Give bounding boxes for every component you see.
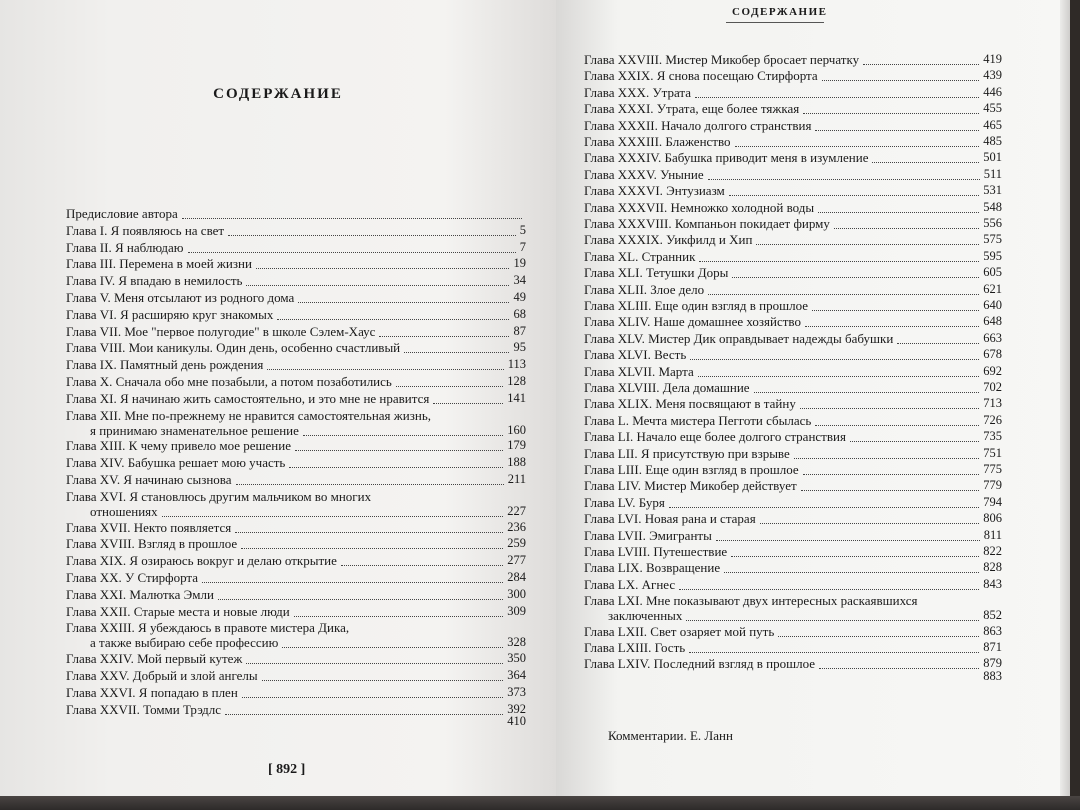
toc-entry-title: Глава XLII. Злое дело <box>584 281 705 297</box>
dot-leader <box>716 540 980 541</box>
toc-entry-page: 863 <box>983 623 1002 638</box>
toc-entry <box>584 52 1002 68</box>
dot-leader <box>162 516 503 517</box>
toc-entry-page: 621 <box>983 281 1002 296</box>
toc-entry <box>66 570 526 587</box>
toc-entry-page: 188 <box>507 455 526 470</box>
toc-entry-page: 735 <box>983 429 1002 444</box>
toc-entry-title: Глава XXXII. Начало долгого странствия <box>584 117 812 133</box>
toc-entry-title: Глава LII. Я присутствую при взрыве <box>584 445 790 461</box>
toc-entry-page: 277 <box>507 553 526 568</box>
toc-entry-page: 794 <box>983 494 1002 509</box>
dot-leader <box>669 507 979 508</box>
toc-entry-title: Глава XXXVII. Немножко холодной воды <box>584 199 815 215</box>
dot-leader <box>404 352 509 353</box>
toc-entry-page: 364 <box>507 668 526 682</box>
toc-entry-continuation: а также выбираю себе профессию <box>90 635 279 651</box>
toc-entry-title: Глава XLVI. Весть <box>584 347 687 363</box>
toc-entry <box>584 118 1002 134</box>
toc-entry <box>584 134 1002 150</box>
dot-leader <box>182 218 522 219</box>
dot-leader <box>724 572 979 573</box>
toc-entry <box>584 528 1002 544</box>
toc-entry-page: 373 <box>507 684 526 699</box>
dot-leader <box>897 343 979 344</box>
toc-entry <box>584 232 1002 248</box>
header-rule <box>726 22 824 23</box>
dot-leader <box>754 392 979 393</box>
toc-entry-page: 392 <box>507 701 526 716</box>
toc-entry <box>66 438 526 455</box>
toc-entry-page: 511 <box>983 166 1002 181</box>
toc-entry <box>584 249 1002 265</box>
toc-entry-title: Глава LIV. Мистер Микобер действует <box>584 478 797 494</box>
dot-leader <box>794 458 979 459</box>
toc-entry <box>66 472 526 489</box>
toc-entry-page: 713 <box>983 396 1002 411</box>
toc-entry-title: Глава XII. Мне по-прежнему не нравится самостоятельная жизнь, <box>66 407 431 423</box>
toc-entry-title: Глава I. Я появляюсь на свет <box>66 222 225 238</box>
toc-entry <box>66 553 526 570</box>
dot-leader <box>295 450 503 451</box>
dot-leader <box>246 663 503 664</box>
toc-entry-page: 663 <box>983 330 1002 345</box>
toc-entry <box>66 223 526 240</box>
dot-leader <box>834 228 979 229</box>
toc-entry-title: Глава XV. Я начинаю сызнова <box>66 472 232 487</box>
toc-entry-page: 485 <box>983 134 1002 148</box>
dot-leader <box>729 195 979 196</box>
toc-entry-title: Глава IV. Я впадаю в немилость <box>66 273 243 289</box>
toc-entry-page: 328 <box>507 635 526 650</box>
toc-entry-title: Глава XIII. К чему привело мое решение <box>66 438 291 454</box>
toc-final-page <box>584 669 1002 686</box>
dot-leader <box>282 647 503 648</box>
toc-entry <box>584 462 1002 478</box>
toc-entry-title: Глава XXXIV. Бабушка приводит меня в изумление <box>584 150 869 166</box>
toc-entry-title: Глава LXIV. Последний взгляд в прошлое <box>584 656 816 672</box>
dot-leader <box>760 523 979 524</box>
toc-entry-page: 410 <box>507 714 526 729</box>
toc-entry-title: Глава XXIII. Я убеждаюсь в правоте мистера Дика, <box>66 620 350 636</box>
toc-entry-page: 141 <box>507 390 526 405</box>
toc-entry <box>584 183 1002 199</box>
toc-entry-title: Глава VIII. Мои каникулы. Один день, особенно счастливый <box>66 340 401 356</box>
right-page <box>556 0 1070 810</box>
toc-entry <box>584 331 1002 347</box>
toc-entry <box>584 380 1002 396</box>
dot-leader <box>872 162 979 163</box>
toc-entry <box>66 357 526 374</box>
toc-entry-page: 309 <box>507 603 526 618</box>
dot-leader <box>236 484 504 485</box>
dot-leader <box>242 697 503 698</box>
toc-entry-title: Глава LX. Агнес <box>584 576 676 592</box>
dot-leader <box>679 589 979 590</box>
toc-entry <box>584 396 1002 412</box>
toc-entry-title: Глава XLIV. Наше домашнее хозяйство <box>584 314 801 330</box>
toc-entry <box>66 604 526 621</box>
toc-entry-title: Глава XXVIII. Мистер Микобер бросает перчатку <box>584 52 860 67</box>
toc-entry-continuation: я принимаю знаменательное решение <box>90 422 299 438</box>
toc-entry-title: Глава XXX. Утрата <box>584 84 692 100</box>
toc-entry-page: 605 <box>983 265 1002 280</box>
toc-entry <box>584 265 1002 281</box>
toc-entry <box>584 413 1002 429</box>
toc-entry-page: 128 <box>507 374 526 388</box>
toc-entry-page: 446 <box>983 84 1002 99</box>
toc-entry-title: Глава LIII. Еще один взгляд в прошлое <box>584 462 799 477</box>
toc-entry <box>66 408 526 439</box>
dot-leader <box>801 490 979 491</box>
toc-entry <box>584 68 1002 84</box>
toc-entry-page: 113 <box>507 357 526 372</box>
dot-leader <box>863 64 979 65</box>
dot-leader <box>228 235 516 236</box>
dot-leader <box>815 130 979 131</box>
toc-entry <box>66 240 526 257</box>
dot-leader <box>218 599 503 600</box>
toc-entry-page: 751 <box>983 445 1002 460</box>
toc-entry-page: 284 <box>507 570 526 584</box>
toc-entry <box>584 298 1002 314</box>
toc-entry-title: Глава XIV. Бабушка решает мою участь <box>66 455 286 471</box>
toc-entry-page: 179 <box>507 438 526 453</box>
toc-entry <box>66 374 526 391</box>
toc-entry <box>66 391 526 408</box>
toc-entry <box>584 101 1002 117</box>
toc-entry-title: Глава XLVII. Марта <box>584 363 694 379</box>
toc-entry <box>66 685 526 702</box>
toc-entry-title: Глава XXXIX. Уикфилд и Хип <box>584 232 753 248</box>
toc-entry <box>584 216 1002 232</box>
toc-entry <box>584 446 1002 462</box>
dot-leader <box>235 532 503 533</box>
toc-entry <box>584 495 1002 511</box>
toc-entry <box>66 455 526 472</box>
toc-entry <box>584 347 1002 363</box>
toc-entry <box>66 668 526 685</box>
toc-final-page <box>66 714 526 734</box>
toc-entry <box>584 167 1002 183</box>
dot-leader <box>256 268 509 269</box>
toc-entry-title: Глава III. Перемена в моей жизни <box>66 256 252 272</box>
toc-entry <box>66 273 526 290</box>
dot-leader <box>699 261 979 262</box>
toc-entry-page: 775 <box>983 462 1002 476</box>
dot-leader <box>695 97 979 98</box>
toc-entry-title: Глава XXII. Старые места и новые люди <box>66 603 290 619</box>
dot-leader <box>379 336 509 337</box>
toc-entry-continuation: заключенных <box>608 608 683 624</box>
table-surface <box>0 796 1080 810</box>
dot-leader <box>267 369 504 370</box>
dot-leader <box>812 310 979 311</box>
toc-entry-title: Глава LXII. Свет озаряет мой путь <box>584 623 775 639</box>
commentary-entry: Комментарии. Е. Ланн <box>608 728 733 743</box>
dot-leader <box>803 113 979 114</box>
dot-leader <box>262 680 503 681</box>
toc-entry-title: Глава VI. Я расширяю круг знакомых <box>66 306 274 322</box>
toc-entry-page: 227 <box>507 503 526 518</box>
toc-entry-page: 852 <box>983 608 1002 623</box>
toc-entry-page: 439 <box>983 68 1002 83</box>
toc-entry <box>66 290 526 307</box>
toc-entry-title: Глава V. Меня отсылают из родного дома <box>66 290 295 305</box>
toc-entry <box>66 520 526 537</box>
toc-entry <box>584 640 1002 656</box>
toc-entry-title: Глава LV. Буря <box>584 494 665 510</box>
dot-leader <box>303 435 503 436</box>
dot-leader <box>731 556 979 557</box>
toc-entry <box>66 489 526 520</box>
dot-leader <box>803 474 979 475</box>
dot-leader <box>294 616 503 617</box>
toc-entry-page: 300 <box>507 586 526 601</box>
dot-leader <box>686 620 979 621</box>
toc-entry <box>66 536 526 553</box>
toc-entry-page: 575 <box>983 232 1002 247</box>
dot-leader <box>690 359 979 360</box>
dot-leader <box>289 467 503 468</box>
toc-entry <box>584 577 1002 593</box>
dot-leader <box>756 244 979 245</box>
toc-entry <box>584 544 1002 560</box>
toc-entry <box>66 620 526 651</box>
dot-leader <box>818 212 979 213</box>
toc-entry-page: 702 <box>983 380 1002 394</box>
toc-entry-page: 455 <box>983 101 1002 116</box>
dot-leader <box>778 636 979 637</box>
toc-entry <box>584 314 1002 330</box>
toc-entry <box>584 150 1002 166</box>
toc-entry-title: Глава XXVI. Я попадаю в плен <box>66 684 238 700</box>
toc-entry-page: 883 <box>983 668 1002 683</box>
toc-entry-title: Глава X. Сначала обо мне позабыли, а потом позаботились <box>66 374 392 389</box>
toc-entry-title: Глава XXI. Малютка Эмли <box>66 586 214 602</box>
toc-entry-title: Глава XXVII. Томми Трэдлс <box>66 701 222 717</box>
toc-entry-title: Глава XXIX. Я снова посещаю Стирфорта <box>584 68 818 84</box>
toc-entry-title: Глава XLIX. Меня посвящают в тайну <box>584 396 796 412</box>
dot-leader <box>708 294 979 295</box>
toc-entry <box>584 478 1002 494</box>
toc-entry-page: 556 <box>983 216 1002 230</box>
toc-entry-title: Глава LVII. Эмигранты <box>584 527 712 543</box>
toc-entry-title: Глава II. Я наблюдаю <box>66 239 184 255</box>
dot-leader <box>396 386 503 387</box>
toc-entry-page: 726 <box>983 412 1002 427</box>
toc-entry-page: 811 <box>983 527 1002 542</box>
toc-entry-title: Глава LXI. Мне показывают двух интересных раскаявшихся <box>584 593 918 609</box>
toc-entry <box>584 364 1002 380</box>
dot-leader <box>800 408 979 409</box>
toc-entry-title: Глава LIX. Возвращение <box>584 560 721 576</box>
dot-leader <box>708 179 980 180</box>
toc-entry-page: 236 <box>507 519 526 534</box>
contents-title: СОДЕРЖАНИЕ <box>213 86 343 102</box>
toc-entry-page: 419 <box>983 52 1002 66</box>
page-edges <box>1060 0 1070 810</box>
dot-leader <box>246 285 509 286</box>
toc-entry-page: 95 <box>513 340 526 355</box>
toc-entry <box>584 200 1002 216</box>
toc-entry-page: 465 <box>983 117 1002 132</box>
toc-entry <box>66 324 526 341</box>
toc-entry-page: 879 <box>983 656 1002 671</box>
toc-entry-title: Глава XXV. Добрый и злой ангелы <box>66 668 258 683</box>
toc-entry-title: Глава XXXVI. Энтузиазм <box>584 183 725 199</box>
toc-entry-title: Глава XVIII. Взгляд в прошлое <box>66 536 238 552</box>
toc-entry-title: Глава XLVIII. Дела домашние <box>584 380 750 395</box>
dot-leader <box>241 548 503 549</box>
toc-entry-page: 211 <box>507 472 526 486</box>
dot-leader <box>850 441 979 442</box>
dot-leader <box>298 302 509 303</box>
toc-entry <box>584 282 1002 298</box>
toc-entry-title: Глава IX. Памятный день рождения <box>66 357 264 373</box>
toc-entry-page: 806 <box>983 511 1002 526</box>
toc-entry-page: 501 <box>983 150 1002 165</box>
running-header: СОДЕРЖАНИЕ <box>732 6 828 18</box>
toc-entry <box>66 651 526 668</box>
toc-entry <box>66 587 526 604</box>
dot-leader <box>689 652 979 653</box>
toc-entry-page: 259 <box>507 536 526 551</box>
toc-entry-title: Глава XXXI. Утрата, еще более тяжкая <box>584 101 800 117</box>
toc-entry-continuation: отношениях <box>90 503 158 519</box>
toc-entry-page: 49 <box>513 290 526 304</box>
toc-entry-title: Глава XI. Я начинаю жить самостоятельно, и это мне не нравится <box>66 390 430 406</box>
toc-entry-title: Глава XL. Странник <box>584 248 696 264</box>
toc-entry-page: 531 <box>983 183 1002 198</box>
dot-leader <box>805 326 979 327</box>
toc-entry-title: Глава L. Мечта мистера Пегготи сбылась <box>584 412 812 428</box>
toc-entry-title: Глава XLIII. Еще один взгляд в прошлое <box>584 298 809 313</box>
toc-entry-page: 19 <box>513 256 526 271</box>
toc-entry <box>66 256 526 273</box>
toc-entry-title: Глава LVIII. Путешествие <box>584 544 728 559</box>
toc-entry-title: Глава XLV. Мистер Дик оправдывает надежды бабушки <box>584 330 894 346</box>
toc-entry-title: Глава XIX. Я озираюсь вокруг и делаю открытие <box>66 553 337 569</box>
dot-leader <box>732 277 979 278</box>
page-number: [ 892 ] <box>268 762 306 777</box>
dot-leader <box>188 252 516 253</box>
toc-entry-title: Глава LI. Начало еще более долгого странствия <box>584 429 846 445</box>
toc-entry <box>66 340 526 357</box>
toc-entry-title: Глава XVI. Я становлюсь другим мальчиком во многих <box>66 488 372 504</box>
dot-leader <box>735 146 979 147</box>
toc-entry-page: 5 <box>519 222 526 237</box>
dot-leader <box>698 376 979 377</box>
toc-entry-page: 822 <box>983 544 1002 558</box>
toc-entry-page: 34 <box>513 273 526 288</box>
toc-entry-title: Глава VII. Мое "первое полугодие" в школе Сэлем-Хаус <box>66 323 376 339</box>
toc-entry-title: Глава XLI. Тетушки Доры <box>584 265 729 281</box>
toc-entry-title: Глава XVII. Некто появляется <box>66 519 232 535</box>
toc-entry-page: 640 <box>983 298 1002 312</box>
toc-entry-page: 548 <box>983 199 1002 214</box>
dot-leader <box>815 425 979 426</box>
toc-entry-page: 692 <box>983 363 1002 378</box>
toc-entry <box>584 429 1002 445</box>
toc-entry-title: Глава XXIV. Мой первый кутеж <box>66 651 243 667</box>
dot-leader <box>822 80 979 81</box>
toc-entry-title: Глава LVI. Новая рана и старая <box>584 511 756 527</box>
toc-entry-title: Предисловие автора <box>66 206 178 221</box>
toc-entry-title: Глава XX. У Стирфорта <box>66 570 199 585</box>
dot-leader <box>277 319 509 320</box>
dot-leader <box>341 565 503 566</box>
toc-entry <box>584 85 1002 101</box>
dot-leader <box>433 403 503 404</box>
dot-leader <box>202 582 503 583</box>
toc-entry-page: 843 <box>983 576 1002 591</box>
toc-entry <box>584 511 1002 527</box>
toc-entry-page: 87 <box>513 323 526 338</box>
toc-entry <box>584 624 1002 640</box>
toc-entry-title: Глава XXXV. Уныние <box>584 166 704 182</box>
toc-entry-title: Глава LXIII. Гость <box>584 640 686 655</box>
toc-entry <box>66 307 526 324</box>
toc-entry-title: Глава XXXIII. Блаженство <box>584 134 731 149</box>
toc-entry-page: 828 <box>983 560 1002 575</box>
toc-entry-page: 350 <box>507 651 526 666</box>
toc-entry-page: 68 <box>513 306 526 321</box>
toc-entry-page: 871 <box>983 640 1002 654</box>
toc-entry-page: 7 <box>519 239 526 254</box>
toc-entry-page: 595 <box>983 248 1002 263</box>
toc-entry-page: 648 <box>983 314 1002 329</box>
toc-entry-page: 779 <box>983 478 1002 493</box>
toc-entry <box>584 593 1002 623</box>
toc-entry <box>66 206 526 223</box>
toc-entry-title: Глава XXXVIII. Компаньон покидает фирму <box>584 216 830 231</box>
toc-entry-page: 160 <box>507 422 526 437</box>
toc-entry-page: 678 <box>983 347 1002 362</box>
toc-entry <box>584 560 1002 576</box>
